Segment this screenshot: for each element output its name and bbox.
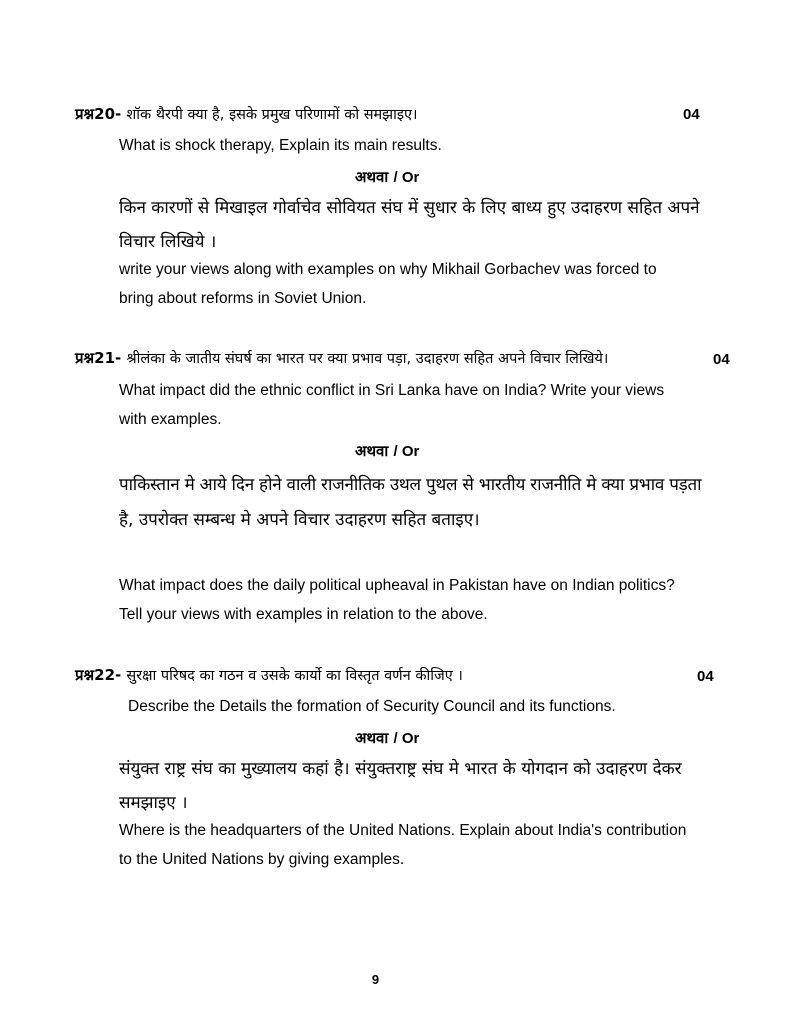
or-label-english: / Or [393,169,420,186]
question-22-heading [75,665,463,685]
question-22-or-divider [355,728,419,748]
question-20-text-hindi: शॉक थैरपी क्या है, इसके प्रमुख परिणामों को समझाइए। [126,107,418,123]
question-21-label: प्रश्न21- [75,349,122,367]
question-20-alt-hindi-line-1: किन कारणों से मिखाइल गोर्वाचेव सोवियत संघ में सुधार के लिए बाध्य हुए उदाहरण सहित अपने [119,198,700,218]
question-21-alt-hindi-line-1: पाकिस्तान मे आये दिन होने वाली राजनीतिक उथल पुथल से भारतीय राजनीति मे क्या प्रभाव पड़ता [119,475,702,495]
question-20-alt-hindi-line-2: विचार लिखिये । [119,232,217,252]
question-20-alt-english-line-2: bring about reforms in Soviet Union. [119,290,367,307]
question-22-marks: 04 [697,668,714,685]
question-21-alt-hindi-line-2: है, उपरोक्त सम्बन्ध मे अपने विचार उदाहरण सहित बताइए। [119,510,480,530]
or-label-hindi: अथवा [355,729,389,747]
question-21-or-divider [355,441,419,461]
question-21-alt-english-line-2: Tell your views with examples in relation to the above. [119,606,488,623]
or-label-hindi: अथवा [355,168,389,186]
or-label-hindi: अथवा [355,442,389,460]
or-label-english: / Or [393,443,420,460]
question-20-label: प्रश्न20- [75,105,122,123]
question-21-text-hindi: श्रीलंका के जातीय संघर्ष का भारत पर क्या प्रभाव पड़ा, उदाहरण सहित अपने विचार लिखिये। [126,351,609,367]
question-22-text-english: Describe the Details the formation of Security Council and its functions. [128,698,616,715]
question-22-alt-hindi-line-2: समझाइए । [119,793,188,813]
question-22-alt-english-line-1: Where is the headquarters of the United Nations. Explain about India's contribution [119,822,687,839]
question-21-text-english-line-2: with examples. [119,411,222,428]
question-21-marks: 04 [713,351,730,368]
question-21-alt-english-line-1: What impact does the daily political upheaval in Pakistan have on Indian politics? [119,577,675,594]
question-21-heading [75,348,608,368]
question-20-or-divider [355,167,419,187]
question-22-label: प्रश्न22- [75,666,122,684]
question-22-alt-english-line-2: to the United Nations by giving examples. [119,851,405,868]
question-22-alt-hindi-line-1: संयुक्त राष्ट्र संघ का मुख्यालय कहां है। संयुक्तराष्ट्र संघ मे भारत के योगदान को उदाहरण देकर [119,759,682,779]
question-21-text-english-line-1: What impact did the ethnic conflict in Sri Lanka have on India? Write your views [119,382,665,399]
question-22-text-hindi: सुरक्षा परिषद का गठन व उसके कार्यो का विस्तृत वर्णन कीजिए । [126,668,463,684]
question-20-alt-english-line-1: write your views along with examples on why Mikhail Gorbachev was forced to [119,261,657,278]
question-20-text-english: What is shock therapy, Explain its main results. [119,137,442,154]
page-number: 9 [371,972,380,987]
question-20-marks: 04 [683,106,700,123]
or-label-english: / Or [393,730,420,747]
question-20-heading [75,104,418,124]
